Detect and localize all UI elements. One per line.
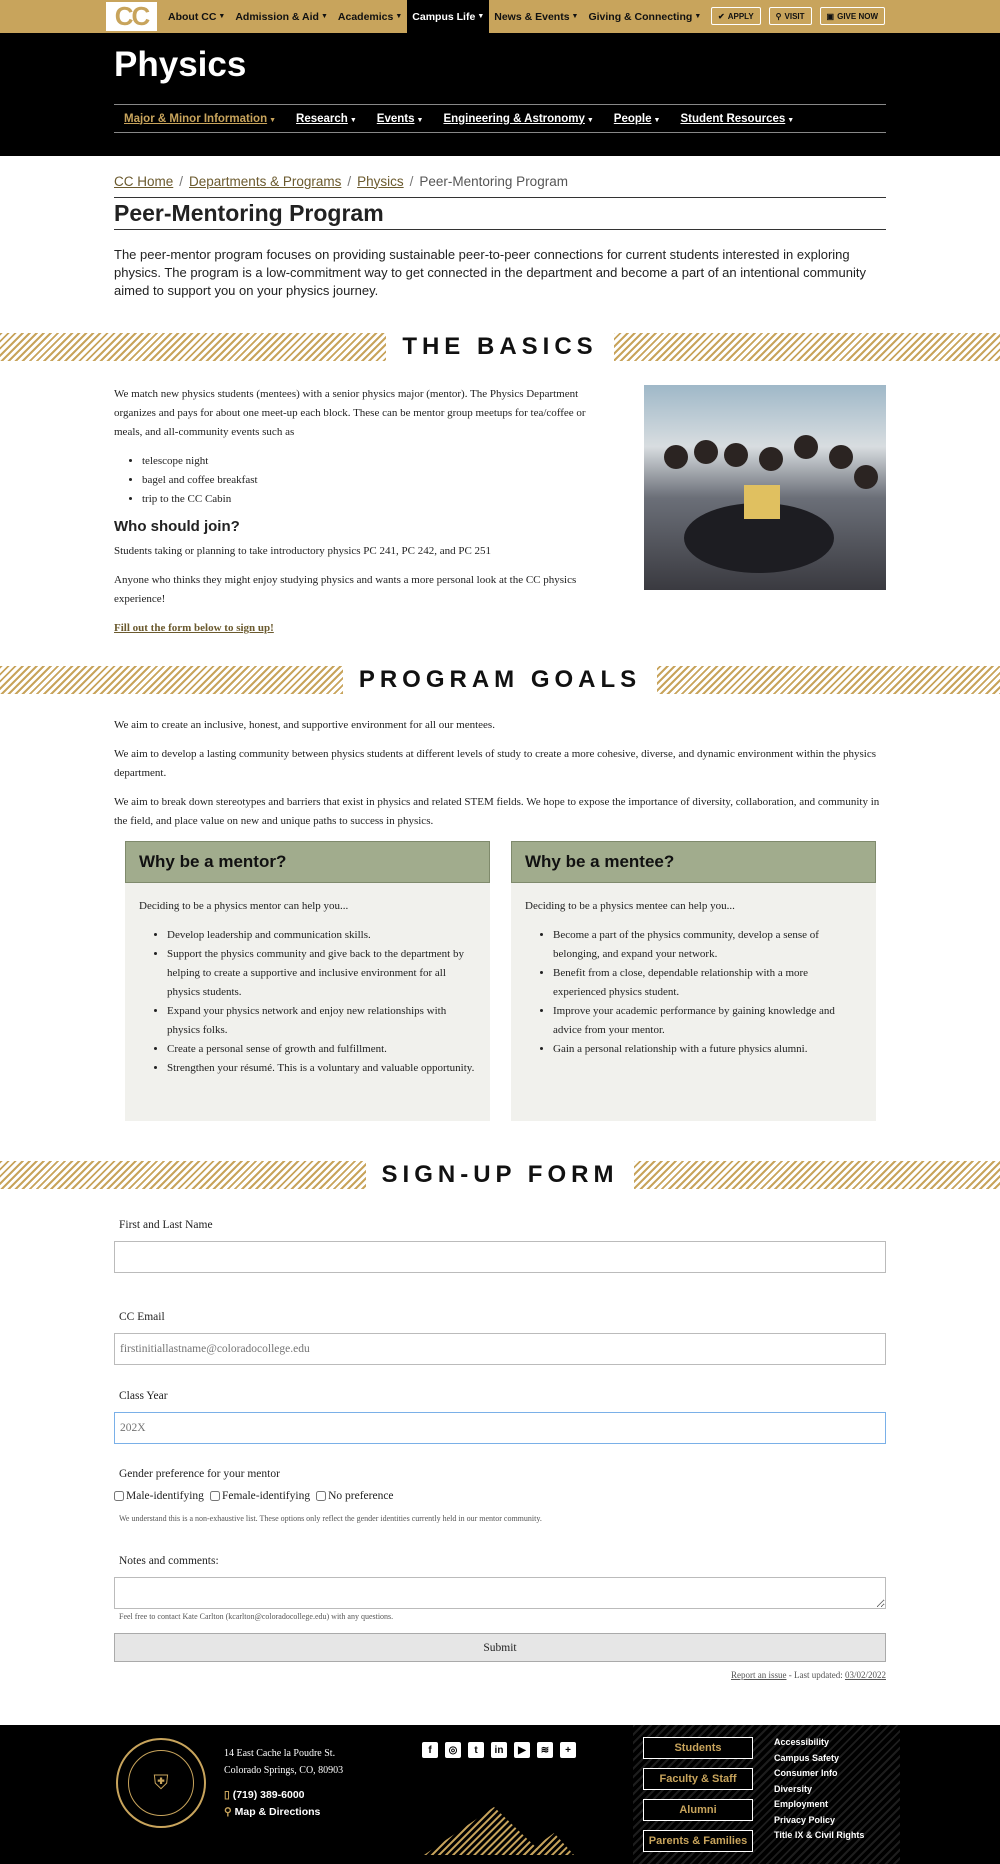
photo-figure [664,445,688,469]
caret-down-icon: ▼ [395,13,403,20]
email-field[interactable] [114,1333,886,1365]
phone-link[interactable]: ▯ (719) 389-6000 [224,1789,305,1801]
group-photo [644,385,886,590]
gender-options [114,1490,886,1502]
gender-note: We understand this is a non-exhaustive list. These options only reflect the gender identities currently held in our mentor community. [119,1514,542,1523]
footer-link-employment[interactable]: Employment [774,1799,829,1809]
list-item: • Gain a personal relationship with a future physics alumni. [553,1040,862,1059]
footer-link-campus-safety[interactable]: Campus Safety [774,1752,840,1763]
photo-figure [794,435,818,459]
signup-form [114,1219,886,1680]
caret-down-icon: ▼ [653,116,661,124]
subnav-major-minor[interactable]: Major & Minor Information ▼ [124,112,277,125]
caret-down-icon: ▼ [571,13,579,20]
map-pin-icon: ⚲ [224,1806,232,1818]
site-footer [0,1725,1000,1864]
subnav-engineering-astronomy[interactable]: Engineering & Astronomy ▼ [443,112,594,125]
breadcrumb-current: Peer-Mentoring Program [419,173,568,189]
breadcrumb-departments[interactable]: Departments & Programs [189,173,342,189]
subnav-people[interactable]: People ▼ [613,112,661,125]
give-now-button[interactable]: ▣ GIVE NOW [820,7,885,25]
list-item: • trip to the CC Cabin [142,490,594,509]
college-seal [116,1738,206,1828]
caret-down-icon: ▼ [349,116,357,124]
phone-icon: ▯ [224,1789,230,1801]
subnav-research[interactable]: Research ▼ [296,112,357,125]
twitter-icon[interactable]: t [468,1742,484,1758]
male-checkbox[interactable] [114,1491,124,1501]
photo-figure [829,445,853,469]
stripe-decoration [605,333,1000,361]
contact-note: Feel free to contact Kate Carlton (kcarlton@coloradocollege.edu) with any questions. [119,1612,394,1621]
photo-cake [744,485,780,519]
page-meta: Report an issue - Last updated: 03/02/2022 [731,1670,886,1680]
top-nav [163,0,706,33]
mentor-benefits-list [167,926,476,1078]
section-heading-signup: SIGN-UP FORM [0,1161,1000,1189]
list-item: • Expand your physics network and enjoy new relationships with physics folks. [167,1002,476,1040]
caret-down-icon: ▼ [586,116,594,124]
parents-families-button[interactable]: Parents & Families [643,1830,753,1852]
breadcrumb [114,166,886,196]
footer-link-privacy[interactable]: Privacy Policy [774,1814,836,1825]
mentor-card-intro: Deciding to be a physics mentor can help you... [139,900,349,912]
no-preference-checkbox[interactable] [316,1491,326,1501]
gender-option-none[interactable]: No preference [316,1490,393,1502]
mentee-card-body [511,883,876,1121]
footer-link-accessibility[interactable]: Accessibility [774,1737,830,1747]
section-heading-basics: THE BASICS [0,333,1000,361]
goals-paragraph: We aim to break down stereotypes and barriers that exist in physics and related STEM fields. We hope to expose the importance of diversity, collaboration, and community in the field, and place value on new and unique paths to success in physics. [114,796,880,827]
notes-field[interactable] [114,1577,886,1609]
plus-icon[interactable]: + [560,1742,576,1758]
list-item: • Develop leadership and communication skills. [167,926,476,945]
caret-down-icon: ▼ [787,116,795,124]
caret-down-icon: ▼ [694,13,702,20]
list-item: • Benefit from a close, dependable relationship with a more experienced physics student. [553,964,862,1002]
list-item: • Strengthen your résumé. This is a voluntary and valuable opportunity. [167,1059,476,1078]
visit-button[interactable]: ⚲ VISIT [769,7,812,25]
list-item: • Support the physics community and give back to the department by helping to create a supportive and inclusive environment for all physics students. [167,945,476,1002]
class-year-label: Class Year [119,1390,168,1402]
top-nav-about[interactable]: About CC ▼ [168,10,226,23]
goals-text [114,716,886,831]
submit-button[interactable]: Submit [114,1633,886,1662]
rss-icon[interactable]: ≋ [537,1742,553,1758]
event-list [142,452,594,509]
mentor-card-title: Why be a mentor? [125,841,490,883]
mentor-card [125,841,490,1121]
utility-buttons [711,7,885,25]
breadcrumb-separator: / [409,173,414,189]
check-icon: ✔ [718,11,725,21]
alumni-button[interactable]: Alumni [643,1799,753,1821]
caret-down-icon: ▼ [269,116,277,124]
list-item: • Become a part of the physics community, develop a sense of belonging, and expand your network. [553,926,862,964]
top-nav-giving[interactable]: Giving & Connecting ▼ [588,10,702,23]
goals-paragraph: We aim to create an inclusive, honest, and supportive environment for all our mentees. [114,719,495,731]
class-year-field[interactable] [114,1412,886,1444]
basics-paragraph: We match new physics students (mentees) with a senior physics major (mentor). The Physics Department organizes and pays for about one meet-up each block. These can be mentor group meetups for tea/coffee or meals, and all-community events such as [114,388,586,438]
footer-link-title-ix[interactable]: Title IX & Civil Rights [774,1830,865,1840]
photo-figure [724,443,748,467]
notes-label: Notes and comments: [119,1555,219,1567]
photo-figure [694,440,718,464]
map-pin-icon: ⚲ [775,11,782,21]
top-nav-admission[interactable]: Admission & Aid ▼ [235,10,328,23]
gender-option-male[interactable]: Male-identifying [114,1490,204,1502]
faculty-staff-button[interactable]: Faculty & Staff [643,1768,753,1790]
youtube-icon[interactable]: ▶ [514,1742,530,1758]
gender-option-female[interactable]: Female-identifying [210,1490,310,1502]
last-updated-date[interactable]: 03/02/2022 [844,1670,886,1680]
who-paragraph: Anyone who thinks they might enjoy studying physics and wants a more personal look at the CC physics experience! [114,574,577,605]
list-item: • bagel and coffee breakfast [142,471,594,490]
facebook-icon[interactable]: f [422,1742,438,1758]
mountain-graphic [424,1805,594,1855]
stripe-decoration [0,333,395,361]
breadcrumb-physics[interactable]: Physics [357,173,404,189]
breadcrumb-separator: / [347,173,352,189]
top-nav-campus-life[interactable]: Campus Life ▼ [407,0,489,33]
top-nav-academics[interactable]: Academics ▼ [337,10,403,23]
basics-text [114,385,594,648]
students-button[interactable]: Students [643,1737,753,1759]
cc-logo[interactable]: CC [104,0,159,33]
department-header [0,33,1000,156]
map-directions-link[interactable]: ⚲ Map & Directions [224,1806,321,1818]
footer-address: 14 East Cache la Poudre St. Colorado Springs, CO, 80903 ▯ (719) 389-6000 ⚲ Map & Directions [224,1745,343,1821]
linkedin-icon[interactable]: in [491,1742,507,1758]
breadcrumb-cc-home[interactable]: CC Home [114,173,174,189]
caret-down-icon: ▼ [477,13,485,20]
gift-icon: ▣ [826,11,835,21]
subnav-student-resources[interactable]: Student Resources ▼ [680,112,795,125]
list-item: • Improve your academic performance by gaining knowledge and advice from your mentor. [553,1002,862,1040]
mentee-card-intro: Deciding to be a physics mentee can help you... [525,900,735,912]
signup-link[interactable]: Fill out the form below to sign up! [114,622,274,634]
who-paragraph: Students taking or planning to take introductory physics PC 241, PC 242, and PC 251 [114,545,492,557]
mentee-card-title: Why be a mentee? [511,841,876,883]
footer-links [774,1735,864,1844]
breadcrumb-separator: / [179,173,184,189]
why-cards [125,841,886,1121]
social-links [422,1742,576,1758]
top-utility-bar [0,0,1000,33]
caret-down-icon: ▼ [320,13,328,20]
subnav-events[interactable]: Events ▼ [376,112,424,125]
footer-link-consumer-info[interactable]: Consumer Info [774,1768,838,1778]
stripe-decoration [645,666,1000,694]
audience-buttons [643,1737,753,1852]
goals-paragraph: We aim to develop a lasting community between physics students at different levels of study to create a more cohesive, diverse, and dynamic environment within the physics department. [114,748,876,779]
female-checkbox[interactable] [210,1491,220,1501]
gender-preference-label: Gender preference for your mentor [119,1468,280,1480]
photo-figure [854,465,878,489]
who-should-join-heading: Who should join? [114,518,240,535]
stripe-decoration [0,1161,375,1189]
footer-link-diversity[interactable]: Diversity [774,1783,813,1794]
basics-section [114,385,886,648]
caret-down-icon: ▼ [416,116,424,124]
list-item: • telescope night [142,452,594,471]
department-title[interactable]: Physics [114,45,247,84]
mentee-card [511,841,876,1121]
mentee-benefits-list [553,926,862,1059]
name-label: First and Last Name [119,1219,213,1231]
mentor-card-body [125,883,490,1100]
instagram-icon[interactable]: ◎ [445,1742,461,1758]
department-subnav [114,104,886,133]
apply-button[interactable]: ✔ APPLY [711,7,761,25]
list-item: • Create a personal sense of growth and fulfillment. [167,1040,476,1059]
top-nav-news-events[interactable]: News & Events ▼ [494,10,579,23]
stripe-decoration [0,666,355,694]
intro-paragraph: The peer-mentor program focuses on providing sustainable peer-to-peer connections for current students interested in exploring physics. The program is a low-commitment way to get connected in the department and become a part of an intentional community aimed to support you on your physics journey. [114,247,866,298]
email-label: CC Email [119,1311,165,1323]
caret-down-icon: ▼ [218,13,226,20]
photo-figure [759,447,783,471]
report-issue-link[interactable]: Report an issue [731,1670,787,1680]
stripe-decoration [625,1161,1000,1189]
name-field[interactable] [114,1241,886,1273]
page-title: Peer-Mentoring Program [114,197,886,230]
section-heading-goals: PROGRAM GOALS [0,666,1000,694]
shield-icon: ⛨ [128,1750,194,1816]
